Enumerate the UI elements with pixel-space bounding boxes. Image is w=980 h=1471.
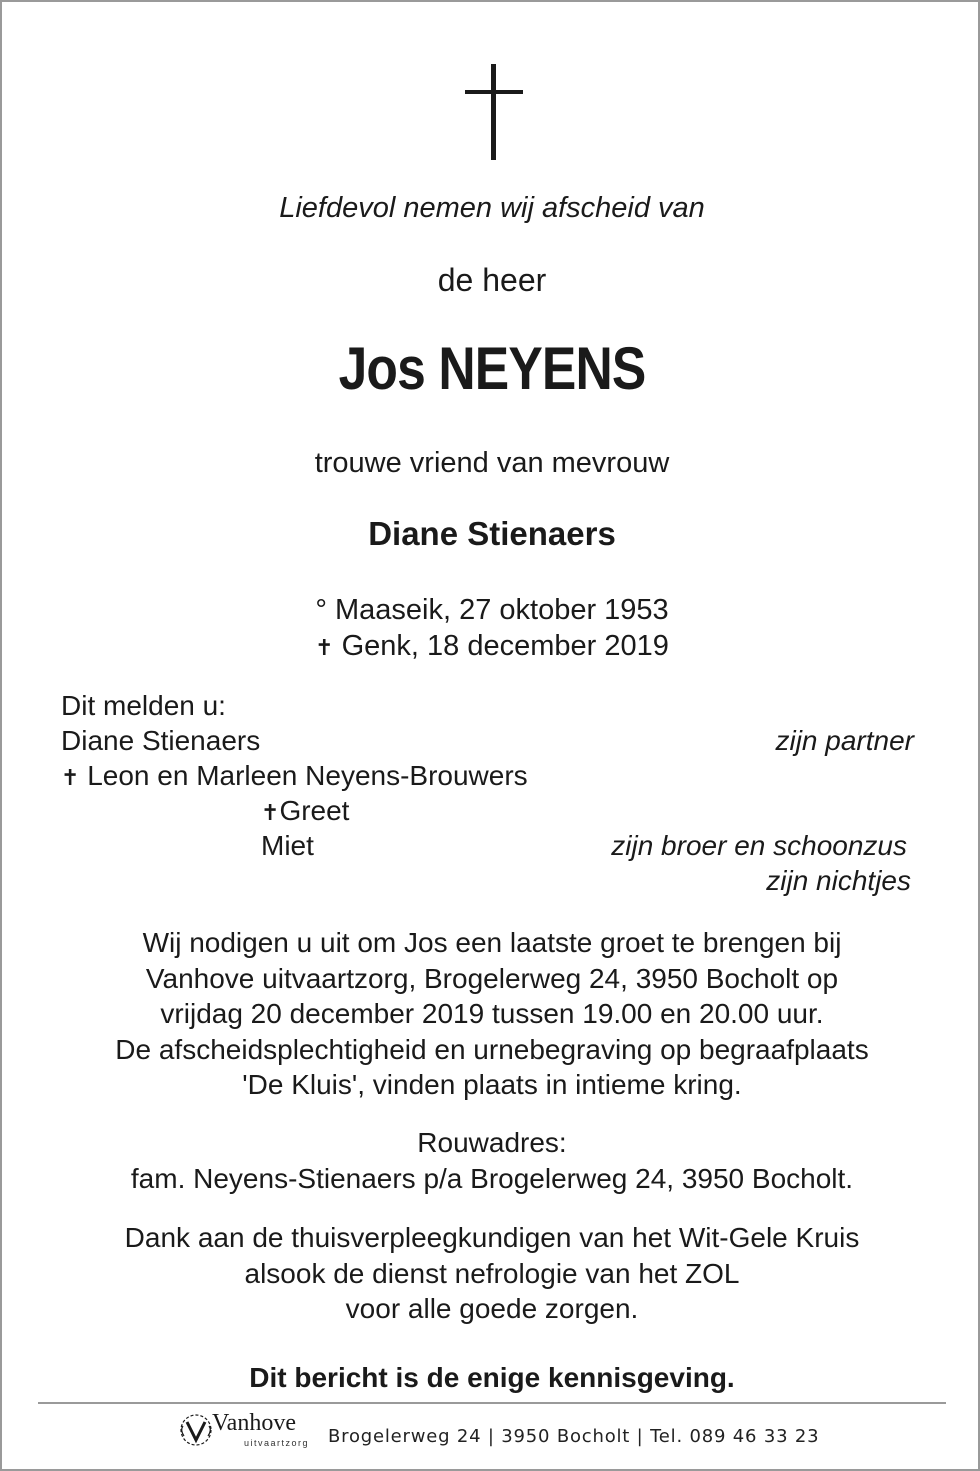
death-line (2, 630, 980, 663)
small-cross-icon: ✝ (315, 635, 334, 660)
family-partner-role: zijn partner (775, 725, 914, 756)
family-sibling (61, 760, 528, 792)
mourning-address (42, 1125, 942, 1196)
small-cross-icon: ✝ (261, 800, 280, 825)
thanks-text (42, 1220, 942, 1327)
intro-text: Liefdevol nemen wij afscheid van (279, 192, 705, 224)
logo-name: Vanhove (212, 1410, 296, 1436)
logo-subtitle: uitvaartzorg (244, 1438, 310, 1448)
family-niece-1 (261, 795, 349, 827)
relation-text: trouwe vriend van mevrouw (314, 447, 670, 479)
mourning-address-value: fam. Neyens-Stienaers p/a Brogelerweg 24, 3950 Bocholt. (130, 1162, 854, 1194)
invitation-line: De afscheidsplechtigheid en urnebegraving op begraafplaats (115, 1033, 869, 1065)
thanks-line: voor alle goede zorgen. (345, 1293, 639, 1324)
mourning-address-label: Rouwadres: (417, 1127, 567, 1158)
family-sibling-role: zijn broer en schoonzus (611, 830, 907, 861)
honorific: de heer (437, 262, 547, 298)
family-sibling-name: Leon en Marleen Neyens-Brouwers (79, 760, 528, 791)
thanks-line: alsook de dienst nefrologie van het ZOL (244, 1257, 740, 1289)
family-nieces-role: zijn nichtjes (766, 865, 911, 896)
family-niece-1-name: Greet (279, 795, 350, 826)
funeral-home-logo (178, 1410, 318, 1450)
birth-line: ° Maaseik, 27 oktober 1953 (315, 594, 669, 626)
thanks-line: Dank aan de thuisverpleegkundigen van het Wit-Gele Kruis (124, 1222, 860, 1253)
footer-address: Brogelerweg 24 | 3950 Bocholt | Tel. 089 46 33 23 (328, 1426, 820, 1447)
small-cross-icon: ✝ (61, 765, 80, 790)
invitation-line: vrijdag 20 december 2019 tussen 19.00 en 20.00 uur. (160, 998, 824, 1029)
footer-divider (38, 1402, 946, 1404)
invitation-text (42, 925, 942, 1103)
vanhove-emblem-icon (178, 1412, 214, 1448)
family-partner-name: Diane Stienaers (61, 725, 261, 756)
invitation-line: 'De Kluis', vinden plaats in intieme kring. (242, 1069, 742, 1100)
cross-icon (465, 64, 523, 160)
closing-statement: Dit bericht is de enige kennisgeving. (249, 1362, 735, 1393)
family-heading: Dit melden u: (61, 690, 226, 721)
deceased-name: Jos NEYENS (338, 335, 646, 402)
invitation-line: Wij nodigen u uit om Jos een laatste groet te brengen bij (142, 927, 842, 958)
partner-name: Diane Stienaers (368, 515, 616, 552)
invitation-line: Vanhove uitvaartzorg, Brogelerweg 24, 3950 Bocholt op (145, 962, 839, 994)
family-niece-2: Miet (261, 830, 314, 861)
death-text: Genk, 18 december 2019 (333, 630, 669, 662)
